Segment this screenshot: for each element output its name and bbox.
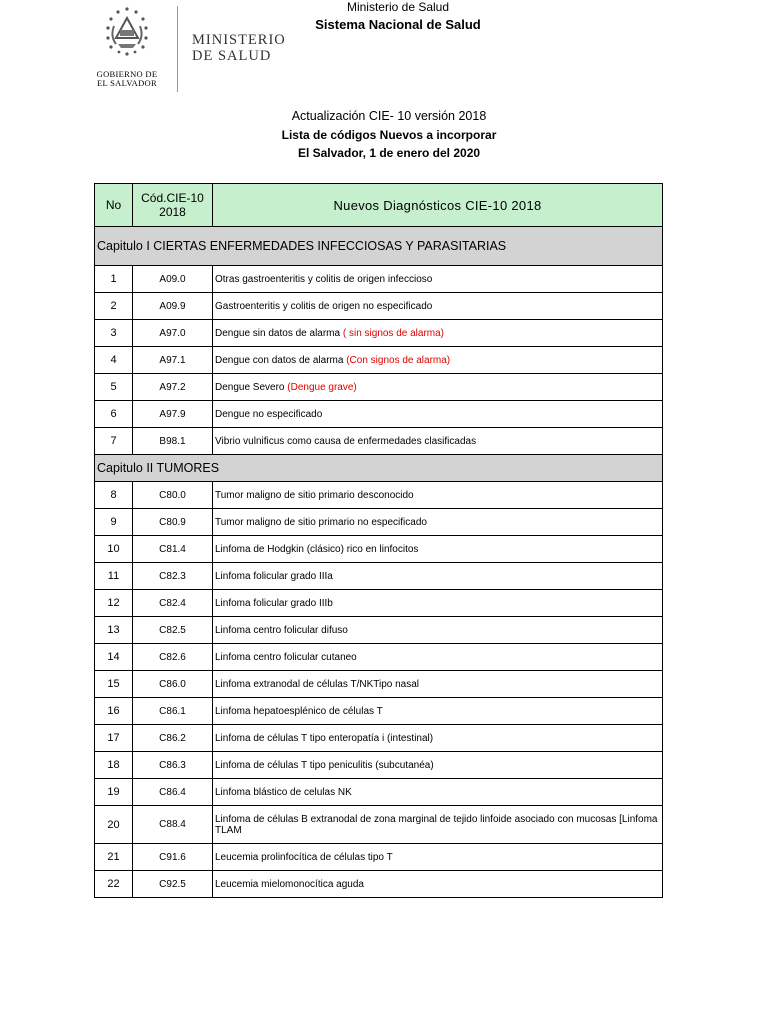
row-number: 2 [95,293,133,320]
row-description [213,401,663,428]
row-description [213,293,663,320]
chapter-1-title: Capitulo I CIERTAS ENFERMEDADES INFECCIOSAS Y PARASITARIAS [95,227,663,266]
row-note: (Dengue grave) [287,381,357,393]
row-code: C82.6 [133,644,213,671]
table-row [95,844,663,871]
row-note: ( sin signos de alarma) [342,327,445,339]
row-description-text: Dengue con datos de alarma [215,354,347,366]
document-title: Actualización CIE- 10 versión 2018 [291,109,487,123]
ministerio-logo-text [192,32,286,64]
gov-line-1: GOBIERNO DE [96,69,158,79]
document-date: El Salvador, 1 de enero del 2020 [297,146,481,160]
table-header-row [95,184,663,227]
row-code: C91.6 [133,844,213,871]
row-description [213,428,663,455]
row-number: 13 [95,617,133,644]
row-description-text: Dengue no especificado [215,408,323,420]
table-row [95,536,663,563]
row-description [213,509,663,536]
row-description-text: Linfoma extranodal de células T/NKTipo nasal [215,678,420,690]
table-row [95,590,663,617]
row-description-text: Linfoma centro folicular difuso [215,624,348,636]
row-code: C92.5 [133,871,213,898]
row-description-text: Dengue Severo [215,381,288,393]
col-desc-header: Nuevos Diagnósticos CIE-10 2018 [213,184,663,227]
row-description [213,617,663,644]
table-row [95,347,663,374]
row-description [213,374,663,401]
row-description-text: Otras gastroenteritis y colitis de origen infeccioso [215,273,433,285]
row-number: 10 [95,536,133,563]
table-row [95,482,663,509]
gov-line-2: EL SALVADOR [97,78,157,88]
row-number: 11 [95,563,133,590]
row-code: A09.0 [133,266,213,293]
row-code: A97.0 [133,320,213,347]
chapter-row [95,227,663,266]
row-number: 6 [95,401,133,428]
row-code: C86.4 [133,779,213,806]
row-number: 5 [95,374,133,401]
row-number: 19 [95,779,133,806]
row-description [213,844,663,871]
row-description [213,671,663,698]
row-description-text: Linfoma folicular grado IIIa [215,570,333,582]
row-description-text: Linfoma hepatoesplénico de células T [215,705,383,717]
row-code: C86.2 [133,725,213,752]
table-row [95,509,663,536]
row-description [213,266,663,293]
chapter-row [95,455,663,482]
el-salvador-coat-of-arms-icon [100,6,154,70]
row-number: 12 [95,590,133,617]
row-description [213,644,663,671]
row-number: 3 [95,320,133,347]
row-description [213,779,663,806]
row-number: 15 [95,671,133,698]
row-number: 1 [95,266,133,293]
col-code-header: Cód.CIE-10 2018 [133,184,213,227]
row-code: C81.4 [133,536,213,563]
document-subtitle: Lista de códigos Nuevos a incorporar [281,128,497,142]
gobierno-el-salvador-label [88,70,166,88]
table-row [95,401,663,428]
table-row [95,752,663,779]
logo-text-line-1: MINISTERIO [192,32,286,48]
ministerio-heading: Ministerio de Salud [346,0,450,14]
row-code: A97.2 [133,374,213,401]
row-code: A09.9 [133,293,213,320]
row-number: 20 [95,806,133,844]
row-description-text: Gastroenteritis y colitis de origen no especificado [215,300,433,312]
row-code: C80.9 [133,509,213,536]
row-description [213,320,663,347]
chapter-2-title: Capitulo II TUMORES [95,455,663,482]
row-number: 14 [95,644,133,671]
row-number: 7 [95,428,133,455]
row-number: 18 [95,752,133,779]
row-number: 17 [95,725,133,752]
row-code: C82.4 [133,590,213,617]
row-code: C80.0 [133,482,213,509]
row-code: C82.5 [133,617,213,644]
row-description-text: Tumor maligno de sitio primario no especificado [215,516,427,528]
row-description-text: Leucemia prolinfocítica de células tipo T [215,851,393,863]
row-description-text: Linfoma blástico de celulas NK [215,786,352,798]
table-row [95,725,663,752]
row-description [213,482,663,509]
row-description-text: Linfoma de células T tipo enteropatía i (intestinal) [215,732,434,744]
sistema-heading: Sistema Nacional de Salud [315,17,481,32]
row-code: A97.9 [133,401,213,428]
row-number: 9 [95,509,133,536]
row-description-text: Dengue sin datos de alarma [215,327,343,339]
row-description-text: Leucemia mielomonocítica aguda [215,878,364,890]
table-row [95,644,663,671]
row-description [213,563,663,590]
table-row [95,806,663,844]
row-description [213,698,663,725]
row-description [213,725,663,752]
table-row [95,293,663,320]
row-description-text: Linfoma centro folicular cutaneo [215,651,357,663]
col-no-header: No [95,184,133,227]
row-code: C86.3 [133,752,213,779]
table-row [95,671,663,698]
row-code: C86.0 [133,671,213,698]
row-code: B98.1 [133,428,213,455]
row-description [213,806,663,844]
row-code: C86.1 [133,698,213,725]
row-description [213,871,663,898]
codes-table [94,183,663,898]
table-row [95,779,663,806]
row-description-text: Tumor maligno de sitio primario desconocido [215,489,414,501]
row-description [213,536,663,563]
row-description [213,347,663,374]
row-number: 16 [95,698,133,725]
table-row [95,266,663,293]
row-description-text: Linfoma folicular grado IIIb [215,597,333,609]
row-code: C88.4 [133,806,213,844]
table-row [95,563,663,590]
row-description-text: Linfoma de Hodgkin (clásico) rico en linfocitos [215,543,419,555]
row-note: (Con signos de alarma) [346,354,451,366]
row-description [213,590,663,617]
row-number: 4 [95,347,133,374]
table-row [95,871,663,898]
row-code: C82.3 [133,563,213,590]
row-number: 8 [95,482,133,509]
row-number: 21 [95,844,133,871]
table-row [95,374,663,401]
row-description-text: Linfoma de células B extranodal de zona marginal de tejido linfoide asociado con mucosas [Linfoma TLAM [215,813,658,836]
table-row [95,428,663,455]
table-row [95,698,663,725]
row-number: 22 [95,871,133,898]
row-code: A97.1 [133,347,213,374]
table-row [95,320,663,347]
row-description [213,752,663,779]
row-description-text: Linfoma de células T tipo peniculitis (subcutanéa) [215,759,434,771]
table-row [95,617,663,644]
row-description-text: Vibrio vulnificus como causa de enfermedades clasificadas [215,435,477,447]
logo-text-line-2: DE SALUD [192,48,272,64]
